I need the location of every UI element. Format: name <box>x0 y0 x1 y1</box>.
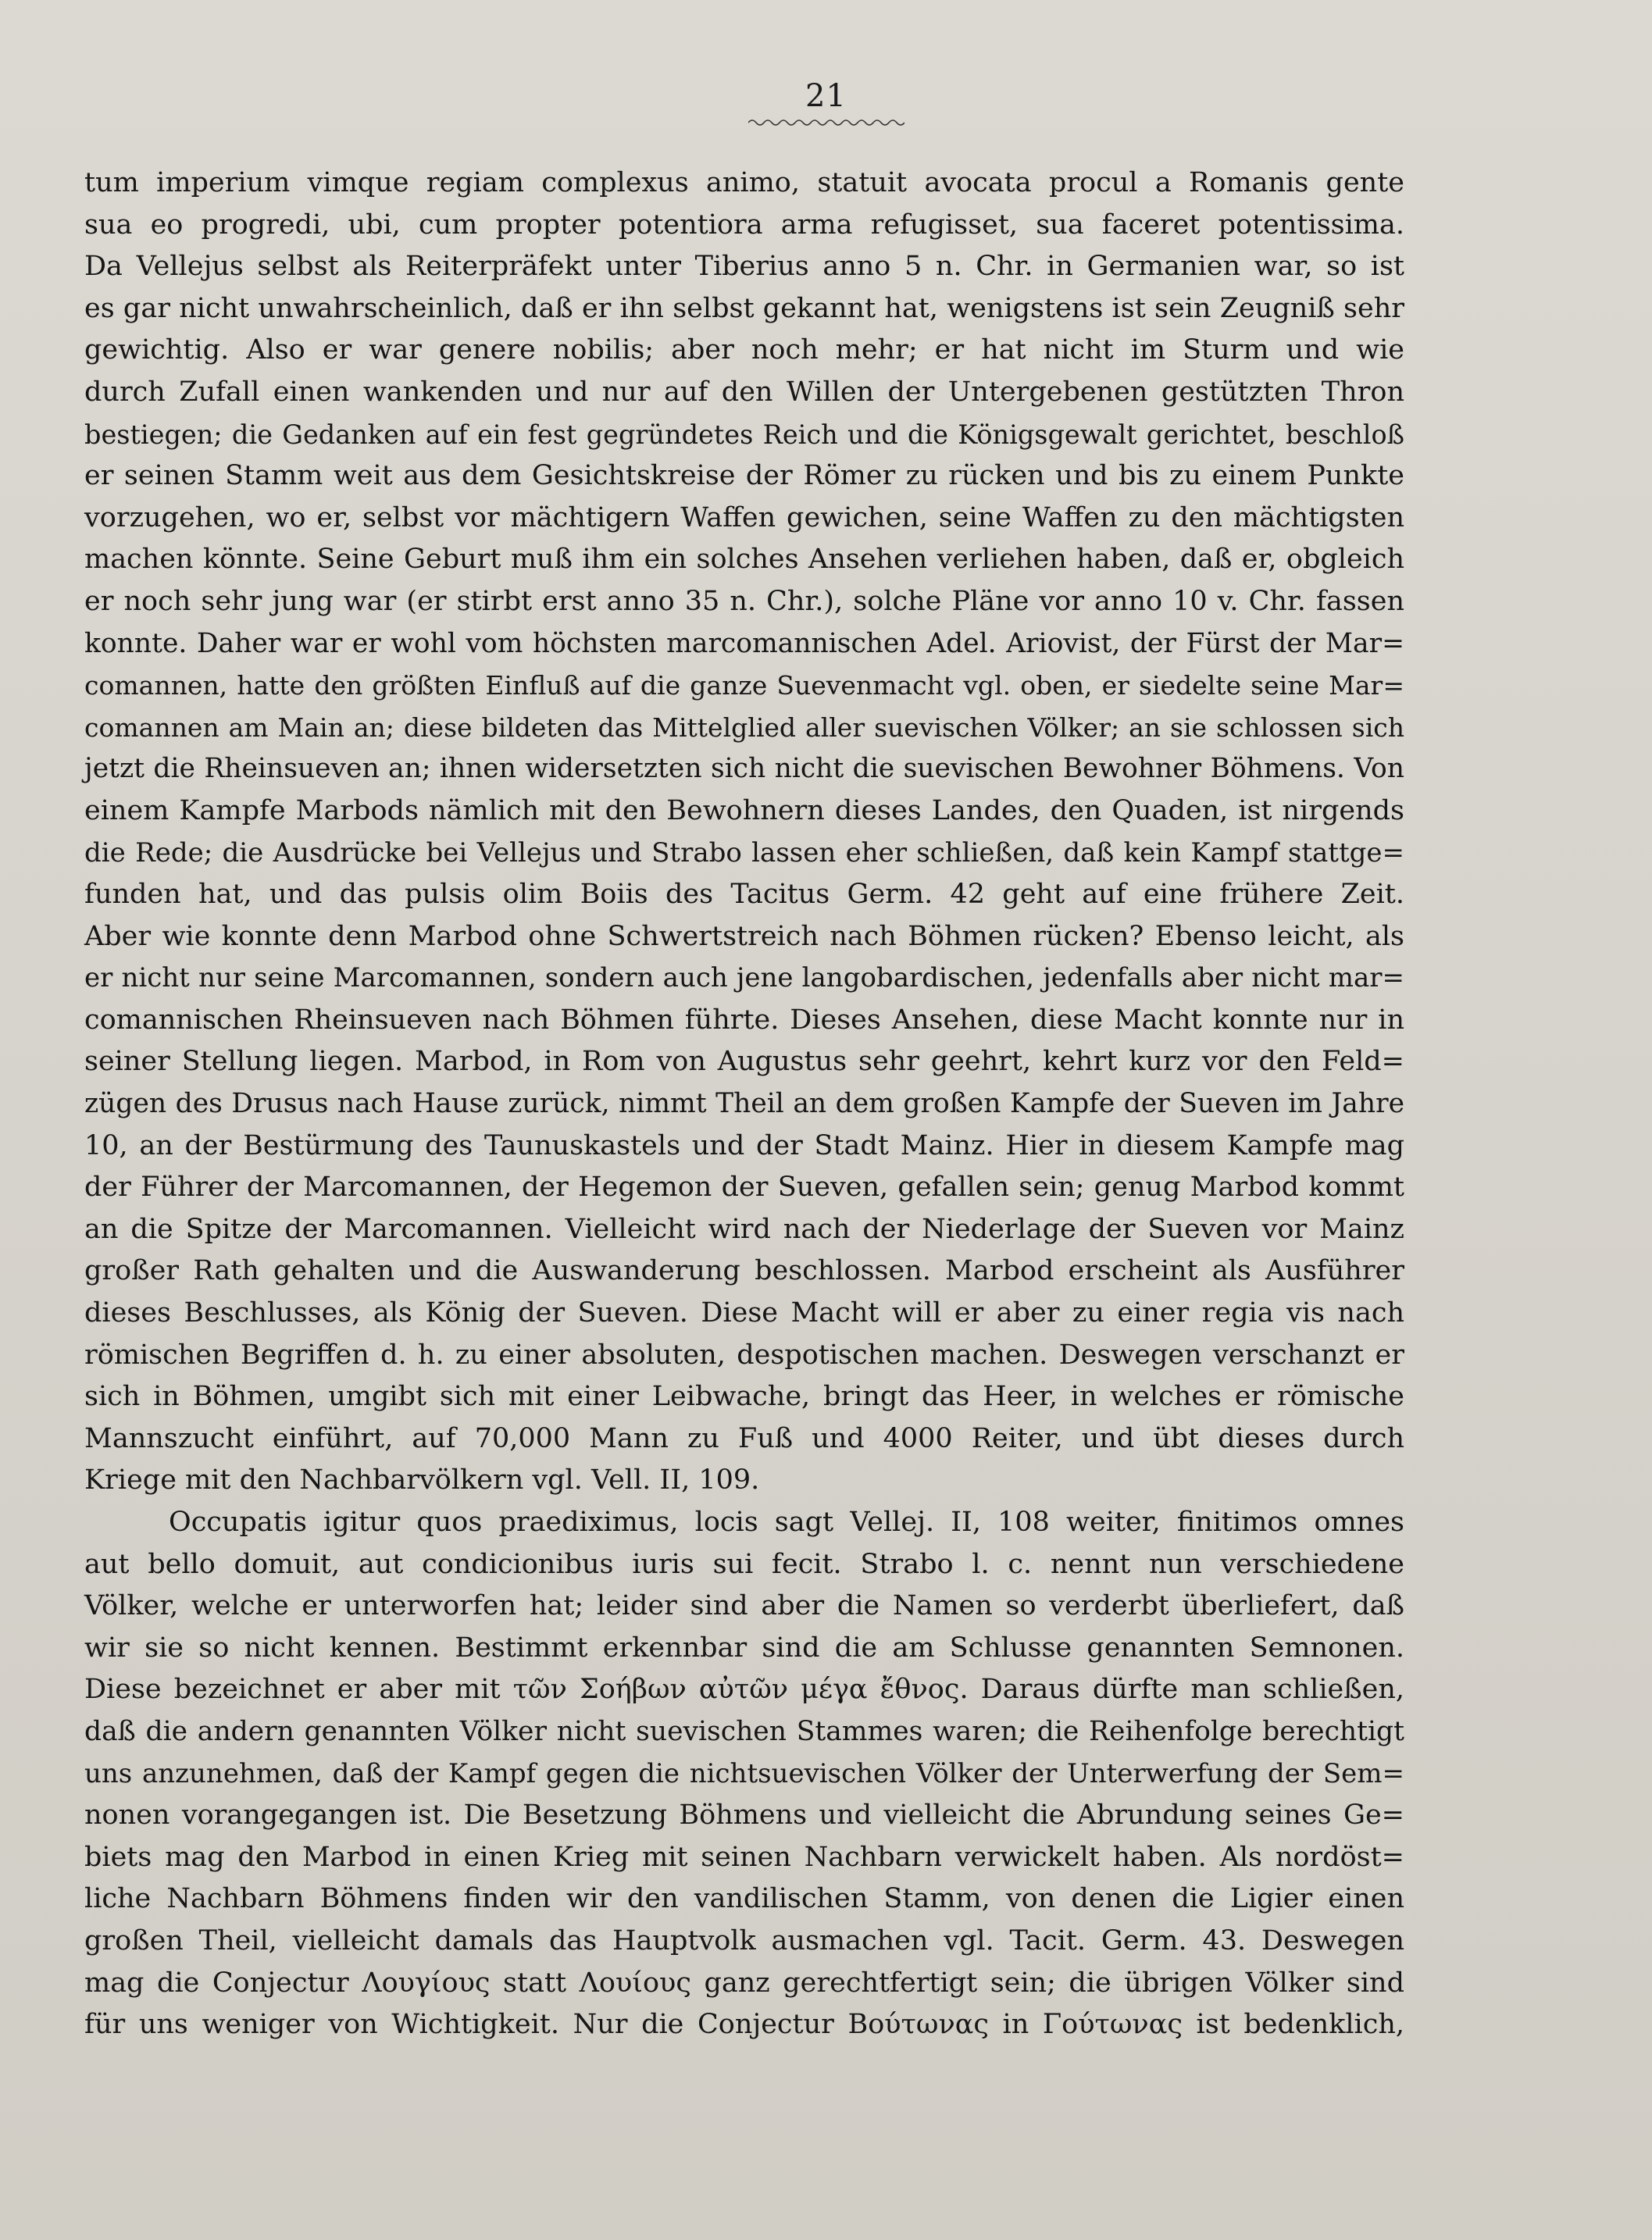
text-line: er seinen Stamm weit aus dem Gesichtskreise der Römer zu rücken und bis zu einem Punkte <box>84 460 1404 492</box>
text-line: daß die andern genannten Völker nicht suevischen Stammes waren; die Reihenfolge berechtigt <box>84 1715 1404 1747</box>
text-line: Aber wie konnte denn Marbod ohne Schwertstreich nach Böhmen rücken? Ebenso leicht, als <box>84 920 1404 952</box>
text-line: seiner Stellung liegen. Marbod, in Rom von Augustus sehr geehrt, kehrt kurz vor den Feld= <box>84 1046 1404 1078</box>
paragraph <box>84 162 1404 1502</box>
text-line: großen Theil, vielleicht damals das Hauptvolk ausmachen vgl. Tacit. Germ. 43. Deswegen <box>84 1924 1404 1956</box>
text-line: sich in Böhmen, umgibt sich mit einer Leibwache, bringt das Heer, in welches er römische <box>84 1381 1404 1413</box>
text-line: comannen am Main an; diese bildeten das Mittelglied aller suevischen Völker; an sie schlossen sich <box>84 712 1404 743</box>
text-line: machen könnte. Seine Geburt muß ihm ein solches Ansehen verliehen haben, daß er, obgleich <box>84 544 1404 576</box>
text-line: es gar nicht unwahrscheinlich, daß er ihn selbst gekannt hat, wenigstens ist sein Zeugniß sehr <box>84 292 1404 324</box>
text-line: er nicht nur seine Marcomannen, sondern auch jene langobardischen, jedenfalls aber nicht mar= <box>84 962 1404 994</box>
text-line: großer Rath gehalten und die Auswanderung beschlossen. Marbod erscheint als Ausführer <box>84 1255 1404 1287</box>
text-line: konnte. Daher war er wohl vom höchsten marcomannischen Adel. Ariovist, der Fürst der Mar= <box>84 627 1404 659</box>
text-line: römischen Begriffen d. h. zu einer absoluten, despotischen machen. Deswegen verschanzt er <box>84 1339 1404 1371</box>
text-line: zügen des Drusus nach Hause zurück, nimmt Theil an dem großen Kampfe der Sueven im Jahre <box>84 1088 1404 1120</box>
text-line: comannen, hatte den größten Einfluß auf die ganze Suevenmacht vgl. oben, er siedelte seine Mar= <box>84 670 1404 701</box>
text-line: jetzt die Rheinsueven an; ihnen widersetzten sich nicht die suevischen Bewohner Böhmens. Von <box>84 753 1404 785</box>
text-line: Völker, welche er unterworfen hat; leider sind aber die Namen so verderbt überliefert, daß <box>84 1590 1404 1622</box>
page-number: 21 <box>805 78 847 114</box>
text-line: Mannszucht einführt, auf 70,000 Mann zu Fuß und 4000 Reiter, und übt dieses durch <box>84 1422 1404 1454</box>
paragraph <box>84 1502 1404 2046</box>
text-line: Da Vellejus selbst als Reiterpräfekt unter Tiberius anno 5 n. Chr. in Germanien war, so ist <box>84 251 1404 283</box>
text-line: dieses Beschlusses, als König der Sueven. Diese Macht will er aber zu einer regia vis nach <box>84 1297 1404 1329</box>
text-line: tum imperium vimque regiam complexus animo, statuit avocata procul a Romanis gente <box>84 167 1404 198</box>
text-line: bestiegen; die Gedanken auf ein fest gegründetes Reich und die Königsgewalt gerichtet, beschloß <box>84 419 1404 450</box>
text-line: Occupatis igitur quos praediximus, locis sagt Vellej. II, 108 weiter, finitimos omnes <box>169 1507 1404 1538</box>
text-line: der Führer der Marcomannen, der Hegemon der Sueven, gefallen sein; genug Marbod kommt <box>84 1172 1404 1204</box>
text-line: wir sie so nicht kennen. Bestimmt erkennbar sind die am Schlusse genannten Semnonen. <box>84 1632 1404 1664</box>
wavy-rule-ornament <box>748 117 904 128</box>
text-line: gewichtig. Also er war genere nobilis; aber noch mehr; er hat nicht im Sturm und wie <box>84 334 1404 366</box>
text-line: biets mag den Marbod in einen Krieg mit seinen Nachbarn verwickelt haben. Als nordöst= <box>84 1841 1404 1873</box>
text-line: aut bello domuit, aut condicionibus iuris sui fecit. Strabo l. c. nennt nun verschiedene <box>84 1548 1404 1580</box>
text-line: vorzugehen, wo er, selbst vor mächtigern Waffen gewichen, seine Waffen zu den mächtigsten <box>84 501 1404 533</box>
text-line: sua eo progredi, ubi, cum propter potentiora arma refugisset, sua faceret potentissima. <box>84 209 1404 241</box>
text-line: an die Spitze der Marcomannen. Vielleicht wird nach der Niederlage der Sueven vor Mainz <box>84 1213 1404 1245</box>
page-header <box>0 78 1652 128</box>
text-line: 10, an der Bestürmung des Taunuskastels und der Stadt Mainz. Hier in diesem Kampfe mag <box>84 1129 1404 1161</box>
text-line: nonen vorangegangen ist. Die Besetzung Böhmens und vielleicht die Abrundung seines Ge= <box>84 1799 1404 1832</box>
text-line: Diese bezeichnet er aber mit τῶν Σοήβων αὐτῶν μέγα ἔθνος. Daraus dürfte man schließen, <box>84 1674 1404 1706</box>
text-line: liche Nachbarn Böhmens finden wir den vandilischen Stamm, von denen die Ligier einen <box>84 1883 1404 1915</box>
text-line: comannischen Rheinsueven nach Böhmen führte. Dieses Ansehen, diese Macht konnte nur in <box>84 1004 1404 1036</box>
text-line: er noch sehr jung war (er stirbt erst anno 35 n. Chr.), solche Pläne vor anno 10 v. Chr. fassen <box>84 585 1404 617</box>
text-line: durch Zufall einen wankenden und nur auf den Willen der Untergebenen gestützten Thron <box>84 376 1404 408</box>
text-line: funden hat, und das pulsis olim Boiis des Tacitus Germ. 42 geht auf eine frühere Zeit. <box>84 879 1404 911</box>
text-line: einem Kampfe Marbods nämlich mit den Bewohnern dieses Landes, den Quaden, ist nirgends <box>84 794 1404 826</box>
text-line: Kriege mit den Nachbarvölkern vgl. Vell. II, 109. <box>84 1464 760 1496</box>
text-line: für uns weniger von Wichtigkeit. Nur die Conjectur Βούτωνας in Γούτωνας ist bedenklich, <box>84 2009 1404 2041</box>
body-text <box>84 162 1404 2046</box>
text-line: die Rede; die Ausdrücke bei Vellejus und Strabo lassen eher schließen, daß kein Kampf stattge= <box>84 836 1404 869</box>
text-line: mag die Conjectur Λουγίους statt Λουίους ganz gerechtfertigt sein; die übrigen Völker sind <box>84 1967 1404 1999</box>
text-line: uns anzunehmen, daß der Kampf gegen die nichtsuevischen Völker der Unterwerfung der Sem= <box>84 1757 1404 1789</box>
